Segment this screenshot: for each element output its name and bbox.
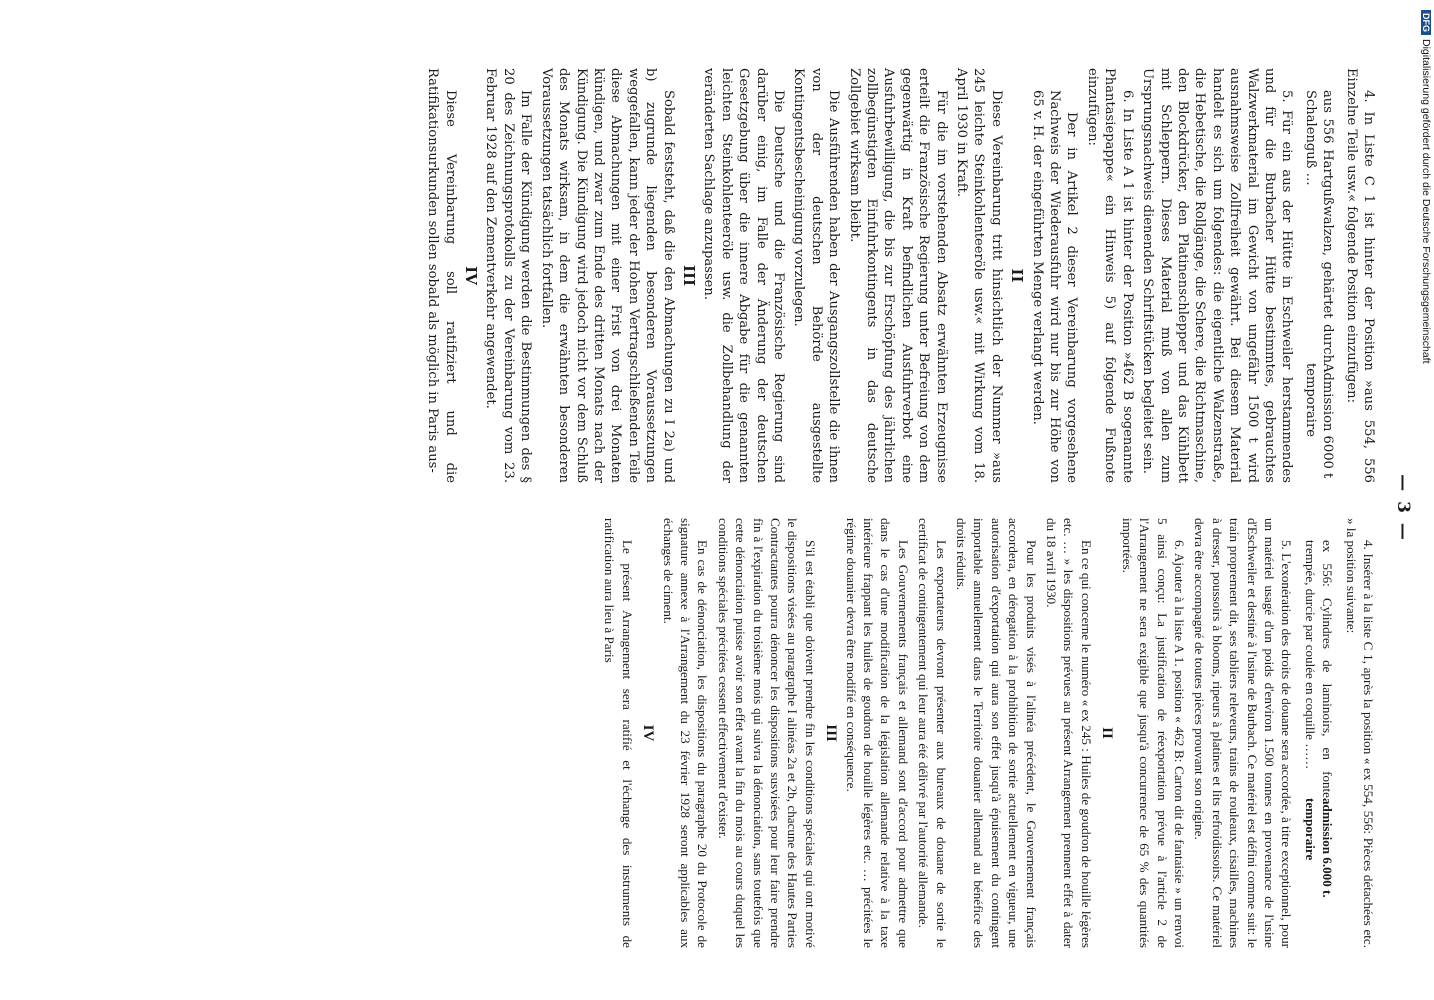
- fr-section-2-para-3: Les exportateurs devront présenter aux bureaux de douane de sortie le certificat de contingentement qui leur aura été délivré par l'autorité allemande.: [916, 518, 949, 948]
- fr-item-5: 5. L'exonération des droits de douane sera accordée, à titre exceptionnel, pour un matériel usagé d'un poids d'environ 1.500 tonnes en provenance de l'usine d'Eschweiler et destiné à l'usine de Burbach. Ce matériel est défini comme suit: le train proprement dit, ses tabliers releveurs, trains de rouleaux, cisailles, machines à dresser, poussoirs à blooms, ripeurs à platines et lits refroidissoirs. Ce matériel devra être accompagné de toutes pièces prouvant son origine.: [1192, 518, 1295, 948]
- de-item-6-footnote: Der in Artikel 2 dieser Vereinbarung vorgesehene Nachweis der Wiederausfuhr wird nur bis zur Höhe von 65 v. H. der eingeführten Menge verlangt werden.: [1029, 90, 1080, 483]
- fr-tariff-entry: [1301, 540, 1336, 948]
- fr-section-heading-4: IV: [640, 724, 657, 742]
- page-number: — 3 —: [1393, 474, 1413, 542]
- funding-notice: Digitalisierung gefördert durch die Deutsche Forschungsgemeinschaft: [1420, 39, 1432, 364]
- de-section-heading-3: III: [679, 264, 698, 287]
- fr-section-3-para-2: En cas de dénonciation, les dispositions du paragraphe 20 du Protocole de signature annexe à l'Arrangement du 23 février 1928 seront applicables aux échanges de ciment.: [660, 518, 711, 948]
- fr-item-4: 4. Insérer à la liste C 1, après la position « ex 554, 556: Pièces détachées etc. » la position suivante:: [1343, 518, 1376, 948]
- de-tariff-admission: Admission 6000 t temporaire: [1302, 363, 1336, 479]
- de-tariff-entry: [1301, 90, 1336, 483]
- fr-section-2-para-2: Pour les produits visés à l'alinéa précédent, le Gouvernement français accordera, en dérogation à la prohibition de sortie actuellement en vigueur, une autorisation d'exportation qui aura son effet jusqu'à épuisement du contingent importable annuellement dans le Territoire douanier allemand au bénéfice des droits réduits.: [954, 518, 1039, 948]
- fr-section-2-para-4: Les Gouvernements français et allemand sont d'accord pour admettre que dans le cas d'une modification de la législation allemande relative à la taxe intérieure frappant les huiles de goudron de houille légères etc. … précitées le régime douanier devra être modifié en conséquence.: [843, 518, 911, 948]
- fr-tariff-admission: admission 6.000 t. temporaire: [1302, 798, 1336, 898]
- de-item-4: 4. In Liste C 1 ist hinter der Position »aus 554, 556 Einzelne Teile usw.« folgende Position einzufügen:: [1343, 68, 1376, 483]
- french-column: [598, 518, 1377, 948]
- fr-section-4-para-1: Le présent Arrangement sera ratifié et l'échange des instruments de ratification aura lieu à Paris: [602, 518, 635, 948]
- de-section-2-para-4: Die Deutsche und die Französische Regierung sind darüber einig, im Falle der Änderung der deutschen Gesetzgebung über die innere Abgabe für die genannten leichten Steinkohlenteeröle usw. die Zollbehandlung der veränderten Sachlage anzupassen.: [701, 68, 786, 483]
- de-section-4-para-1: Diese Vereinbarung soll ratifiziert und die Ratifikationsurkunden sollen sobald als möglich in Paris aus-: [425, 68, 458, 483]
- de-section-2-para-3: Die Ausführenden haben der Ausgangszollstelle die ihnen von der deutschen Behörde ausgestellte Kontingentsbescheinigung vorzulegen.: [791, 68, 842, 483]
- de-section-heading-4: IV: [462, 266, 481, 285]
- de-section-3-para-1: Sobald feststeht, daß die den Abmachungen zu I 2a) und b) zugrunde liegenden besonderen Voraussetzungen weggefallen, kann jeder der Hohen Vertragschließenden Teile diese Abmachungen mit einer Frist von drei Monaten kündigen, und zwar zum Ende des dritten Monats nach der Kündigung. Die Kündigung wird jedoch nicht vor dem Schluß des Monats wirksam, in dem die erwähnten besonderen Voraussetzungen tatsächlich fortfallen.: [538, 68, 676, 483]
- de-section-heading-2: II: [1008, 268, 1027, 283]
- document-page: [117, 68, 1413, 948]
- fr-section-2-para-1: En ce qui concerne le numéro « ex 245 : Huiles de goudron de houille légères etc. … » les dispositions prévues au présent Arrangement prennent effet à dater du 18 avril 1930.: [1044, 518, 1094, 948]
- german-column: [421, 68, 1377, 483]
- fr-section-3-para-1: S'il est établi que doivent prendre fin les conditions spéciales qui ont motivé le dispositions visées au paragraphe I alinéas 2a et 2b, chacune des Hautes Parties Contractantes pourra dénoncer les dispositions susvisées pour leur faire prendre fin à l'expiration du troisième mois qui suivra la dénonciation, sans toutefois que cette dénonciation puisse avoir son effet avant la fin du mois au cours duquel les conditions spéciales précitées cessent effectivement d'exister.: [715, 518, 818, 948]
- de-tariff-description: aus 556 Hartgußwalzen, gehärtet durch Schalenguß …: [1302, 90, 1336, 363]
- fr-section-heading-3: III: [823, 724, 840, 742]
- fr-section-heading-2: II: [1099, 727, 1116, 739]
- de-section-2-para-2: Für die im vorstehenden Absatz erwähnten Erzeugnisse erteilt die Französische Regierung unter Befreiung von dem gegenwärtig in Kraft befindlichen Ausfuhrverbot eine Ausfuhrbewilligung, die bis zur Erschöpfung des jährlichen zollbegünstigten Einfuhrkontingents in das deutsche Zollgebiet wirksam bleibt.: [846, 68, 949, 483]
- funding-notice-strip: [1414, 10, 1434, 410]
- de-item-6: 6. In Liste A 1 ist hinter der Position »462 B sogenannte Phantasiepappe« ein Hinweis 5) auf folgende Fußnote einzufügen:: [1084, 68, 1135, 483]
- fr-item-6: 6. Ajouter à la liste A 1. position « 462 B: Carton dit de fantaisie » un renvoi 5 ainsi conçu: La justification de réexportation prévue à l'article 2 de l'Arrangement ne sera exigible que jusqu'à concurrence de 65 % des quantités importées.: [1119, 518, 1187, 948]
- dfg-logo: DFG: [1421, 10, 1431, 35]
- de-item-5: 5. Für ein aus der Hütte in Eschweiler herstammendes und für die Burbacher Hütte bestimmtes, gebrauchtes Walzwerkmaterial im Gewicht von ungefähr 1500 t wird ausnahmsweise Zollfreiheit gewährt. Bei diesem Material handelt es sich um folgendes: die eigentliche Walzenstraße, die Hebetische, die Rollgänge, die Schere, die Richtmaschine, den Blockdrücker, den Platinenschlepper und das Kühlbett mit Schleppern. Dieses Material muß von allen zum Ursprungsnachweis dienenden Schriftstücken begleitet sein.: [1140, 68, 1295, 483]
- de-section-3-para-2: Im Falle der Kündigung werden die Bestimmungen des § 20 des Zeichnungsprotokolls zu der Vereinbarung vom 23. Februar 1928 auf den Zementverkehr angewendet.: [483, 68, 534, 483]
- de-section-2-para-1: Diese Vereinbarung tritt hinsichtlich der Nummer »aus 245 leichte Steinkohlenteeröle usw.« mit Wirkung vom 18. April 1930 in Kraft.: [954, 68, 1004, 483]
- fr-tariff-description: ex 556: Cylindres de laminoirs, en fonte trempée, durcie par coulée en coquille ……: [1302, 540, 1336, 798]
